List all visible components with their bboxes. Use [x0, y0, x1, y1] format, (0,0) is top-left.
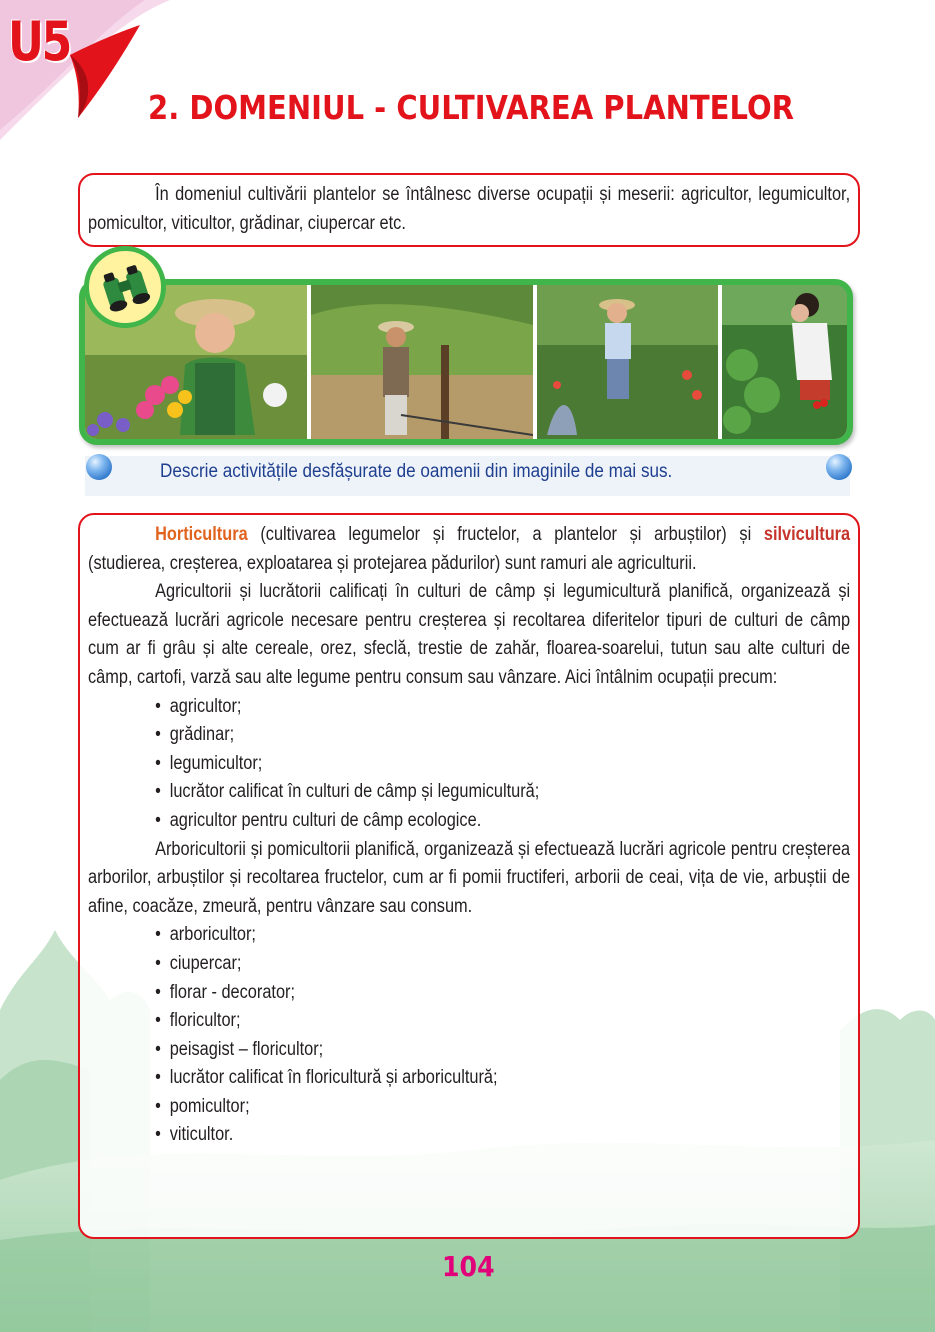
occupations-list-field-crops	[88, 693, 850, 836]
question-text: Descrie activitățile desfășurate de oamenii din imaginile de mai sus.	[160, 461, 673, 482]
blue-ball-right-icon	[826, 454, 852, 480]
unit-label: U5	[8, 10, 70, 73]
list-item: • agricultor pentru culturi de câmp ecologice.	[155, 807, 850, 836]
woman-picking-strawberries-photo	[722, 285, 847, 439]
list-item: • arboricultor;	[155, 921, 850, 950]
list-item: • pomicultor;	[155, 1093, 850, 1122]
list-item: • peisagist – floricultor;	[155, 1036, 850, 1065]
list-item: • lucrător calificat în floricultură și arboricultură;	[155, 1064, 850, 1093]
paragraph-branches-text-2: (studierea, creșterea, exploatarea și protejarea pădurilor) sunt ramuri ale agriculturii.	[88, 552, 697, 574]
paragraph-farmers: Agricultorii și lucrătorii calificați în culturi de câmp și legumicultură planifică, organizează și efectuează lucrări agricole necesare pentru creșterea și recoltarea diferitelor tipuri de culturi de câmp cum ar fi grâu și alte cereale, orez, sfeclă, trestie de zahăr, floarea-soarelui, tutun sau alte culturi de câmp, cartofi, varză sau alte legume pentru consum sau vânzare. Aici întâlnim ocupații precum:	[88, 581, 851, 688]
page-title: 2. DOMENIUL - CULTIVAREA PLANTELOR	[148, 88, 795, 127]
list-item: • florar - decorator;	[155, 979, 850, 1008]
list-item: • viticultor.	[155, 1121, 850, 1150]
list-item: • floricultor;	[155, 1007, 850, 1036]
paragraph-arboriculture: Arboricultorii și pomicultorii planifică, organizează și efectuează lucrări agricole pentru creșterea arborilor, arbuștilor și recoltarea fructelor, cum ar fi pomii fructiferi, arborii de ceai, vița de vie, arbuștii de afine, coacăze, zmeură, pentru vânzare sau consum.	[88, 838, 851, 917]
blue-ball-left-icon	[86, 454, 112, 480]
page-number: 104	[442, 1250, 495, 1283]
term-horticultura: Horticultura	[155, 524, 248, 545]
paragraph-branches	[88, 521, 850, 578]
list-item: • agricultor;	[155, 693, 850, 722]
list-item: • lucrător calificat în culturi de câmp și legumicultură;	[155, 778, 850, 807]
binoculars-icon	[89, 251, 161, 323]
binoculars-badge	[84, 246, 166, 328]
woman-watering-garden-photo	[537, 285, 718, 439]
main-content-box	[78, 513, 860, 1239]
vineyard-worker-photo	[311, 285, 533, 439]
list-item: • legumicultor;	[155, 750, 850, 779]
intro-paragraph: În domeniul cultivării plantelor se întâlnesc diverse ocupații și meserii: agricultor, legumicultor, pomicultor, viticultor, grădinar, ciupercar etc.	[88, 184, 851, 234]
term-silvicultura: silvicultura	[763, 524, 851, 545]
intro-box	[78, 173, 860, 247]
photo-strip	[79, 279, 853, 445]
list-item: • ciupercar;	[155, 950, 850, 979]
occupations-list-arboriculture	[88, 921, 850, 1150]
paragraph-branches-text-1: (cultivarea legumelor și fructelor, a plantelor și arbuștilor) și	[247, 524, 764, 545]
list-item: • grădinar;	[155, 721, 850, 750]
